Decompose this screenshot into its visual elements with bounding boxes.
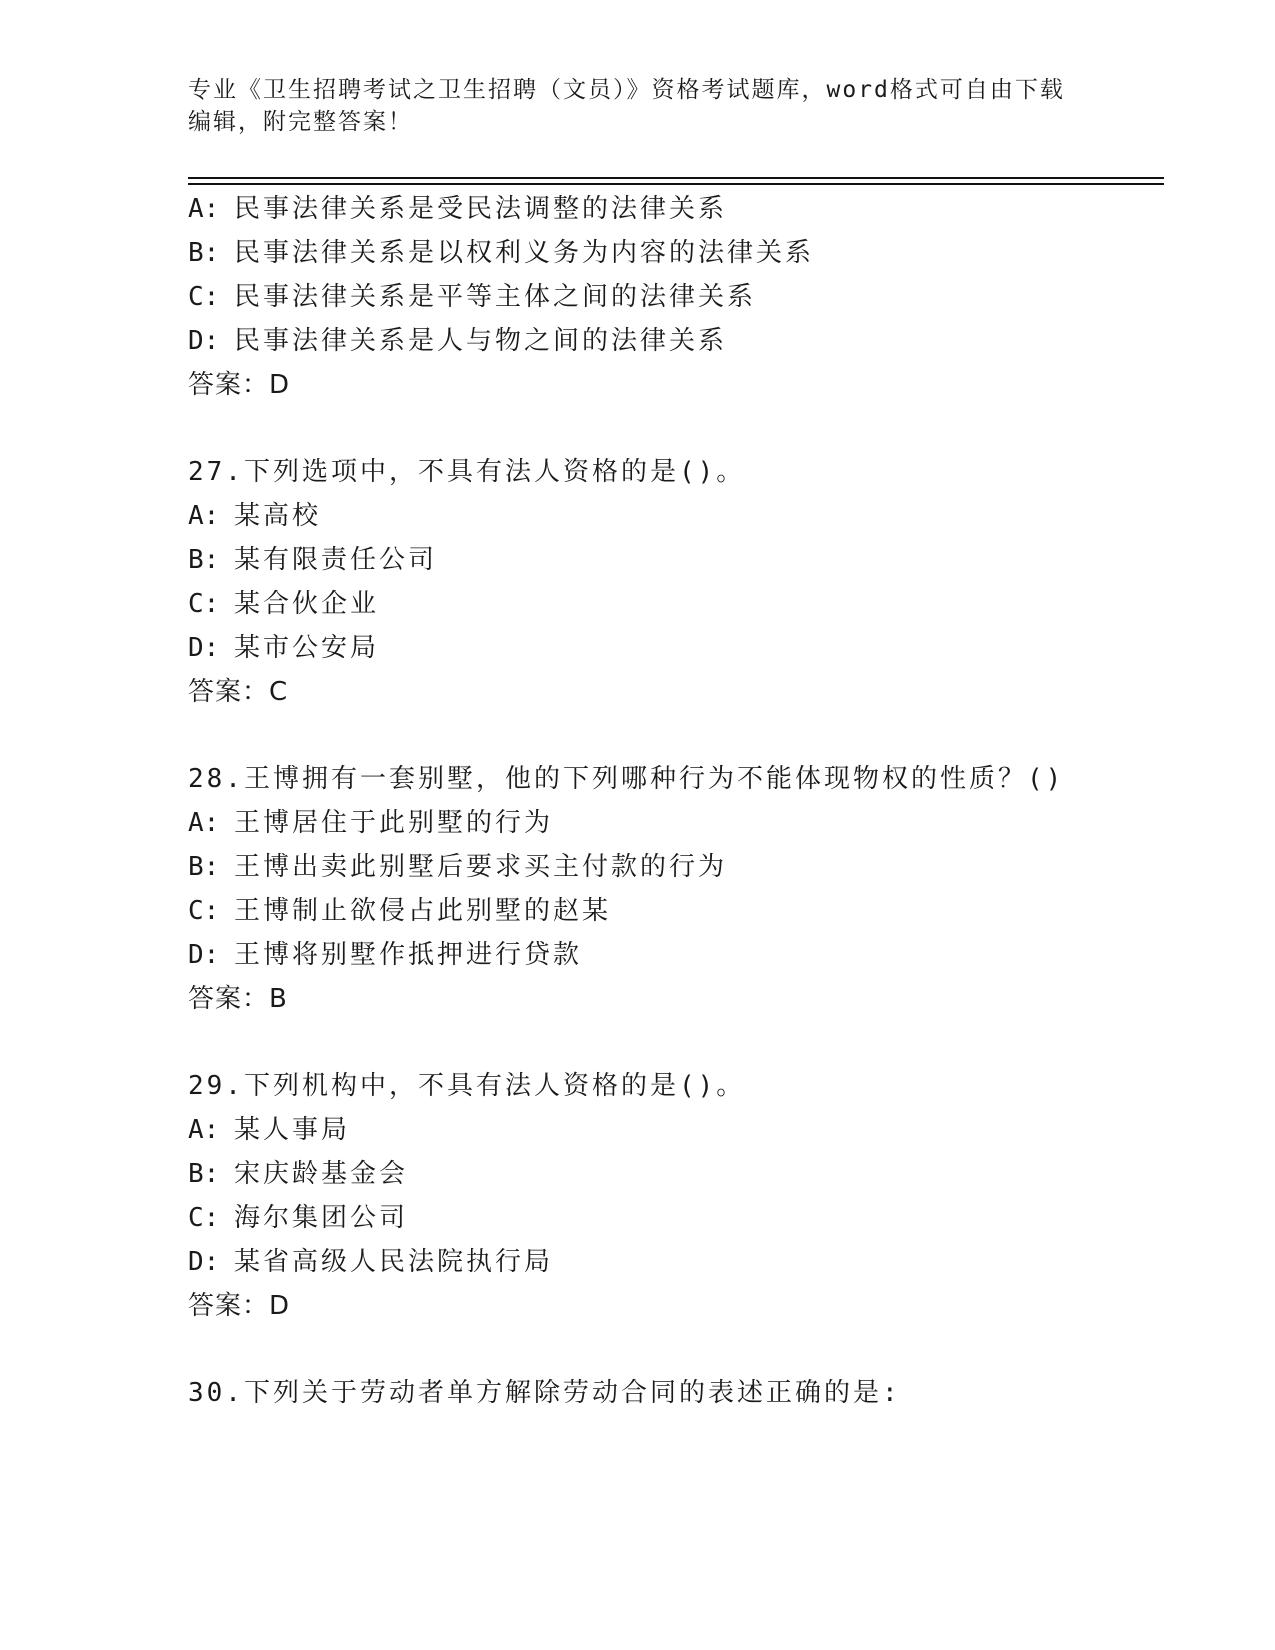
header-divider-top [188, 177, 1164, 179]
option-label: B: [188, 545, 220, 575]
q27-answer: 答案：C [188, 677, 289, 707]
option-text: 王博将别墅作抵押进行贷款 [234, 940, 583, 970]
option-label: B: [188, 1159, 220, 1189]
option-label: A: [188, 1115, 220, 1145]
option-text: 海尔集团公司 [234, 1203, 409, 1233]
header-line-1: 专业《卫生招聘考试之卫生招聘（文员）》资格考试题库，word格式可自由下载 [188, 77, 1065, 103]
option-text: 某市公安局 [234, 633, 380, 663]
option-text: 王博居住于此别墅的行为 [234, 808, 554, 838]
option-label: B: [188, 238, 220, 268]
option-text: 某省高级人民法院执行局 [234, 1247, 554, 1277]
q28-option-b [188, 850, 727, 884]
q27-question: 27.下列选项中，不具有法人资格的是()。 [188, 457, 746, 487]
option-label: C: [188, 589, 220, 619]
q29-question: 29.下列机构中，不具有法人资格的是()。 [188, 1071, 746, 1101]
option-label: A: [188, 194, 220, 224]
q29-answer: 答案：D [188, 1291, 291, 1321]
header-line-2: 编辑，附完整答案！ [188, 109, 413, 135]
q28-option-a [188, 806, 553, 840]
option-label: A: [188, 808, 220, 838]
option-label: C: [188, 896, 220, 926]
q27-option-a [188, 499, 321, 533]
q27-option-c [188, 587, 379, 621]
option-label: D: [188, 633, 220, 663]
option-label: D: [188, 326, 220, 356]
q28-answer: 答案：B [188, 984, 288, 1014]
q29-option-d [188, 1245, 553, 1279]
header-divider-bottom [188, 183, 1164, 185]
q30-question: 30.下列关于劳动者单方解除劳动合同的表述正确的是: [188, 1378, 901, 1408]
q28-question: 28.王博拥有一套别墅，他的下列哪种行为不能体现物权的性质？() [188, 764, 1065, 794]
option-text: 民事法律关系是以权利义务为内容的法律关系 [234, 238, 815, 268]
q28-option-c [188, 894, 611, 928]
q26-option-d [188, 324, 727, 358]
option-label: D: [188, 940, 220, 970]
q26-option-a [188, 192, 727, 226]
option-text: 宋庆龄基金会 [234, 1159, 409, 1189]
option-label: B: [188, 852, 220, 882]
q26-option-b [188, 236, 814, 270]
document-header [188, 74, 1088, 138]
option-label: A: [188, 501, 220, 531]
option-text: 某人事局 [234, 1115, 351, 1145]
option-label: D: [188, 1247, 220, 1277]
option-text: 某合伙企业 [234, 589, 380, 619]
option-label: C: [188, 1203, 220, 1233]
q27-option-d [188, 631, 379, 665]
option-text: 某有限责任公司 [234, 545, 438, 575]
q27-option-b [188, 543, 437, 577]
option-text: 王博制止欲侵占此别墅的赵某 [234, 896, 612, 926]
option-text: 民事法律关系是人与物之间的法律关系 [234, 326, 728, 356]
option-text: 王博出卖此别墅后要求买主付款的行为 [234, 852, 728, 882]
option-text: 某高校 [234, 501, 322, 531]
option-text: 民事法律关系是受民法调整的法律关系 [234, 194, 728, 224]
q29-option-c [188, 1201, 408, 1235]
q29-option-b [188, 1157, 408, 1191]
option-label: C: [188, 282, 220, 312]
q26-option-c [188, 280, 756, 314]
q28-option-d [188, 938, 582, 972]
q26-answer: 答案：D [188, 370, 291, 400]
q29-option-a [188, 1113, 350, 1147]
option-text: 民事法律关系是平等主体之间的法律关系 [234, 282, 757, 312]
